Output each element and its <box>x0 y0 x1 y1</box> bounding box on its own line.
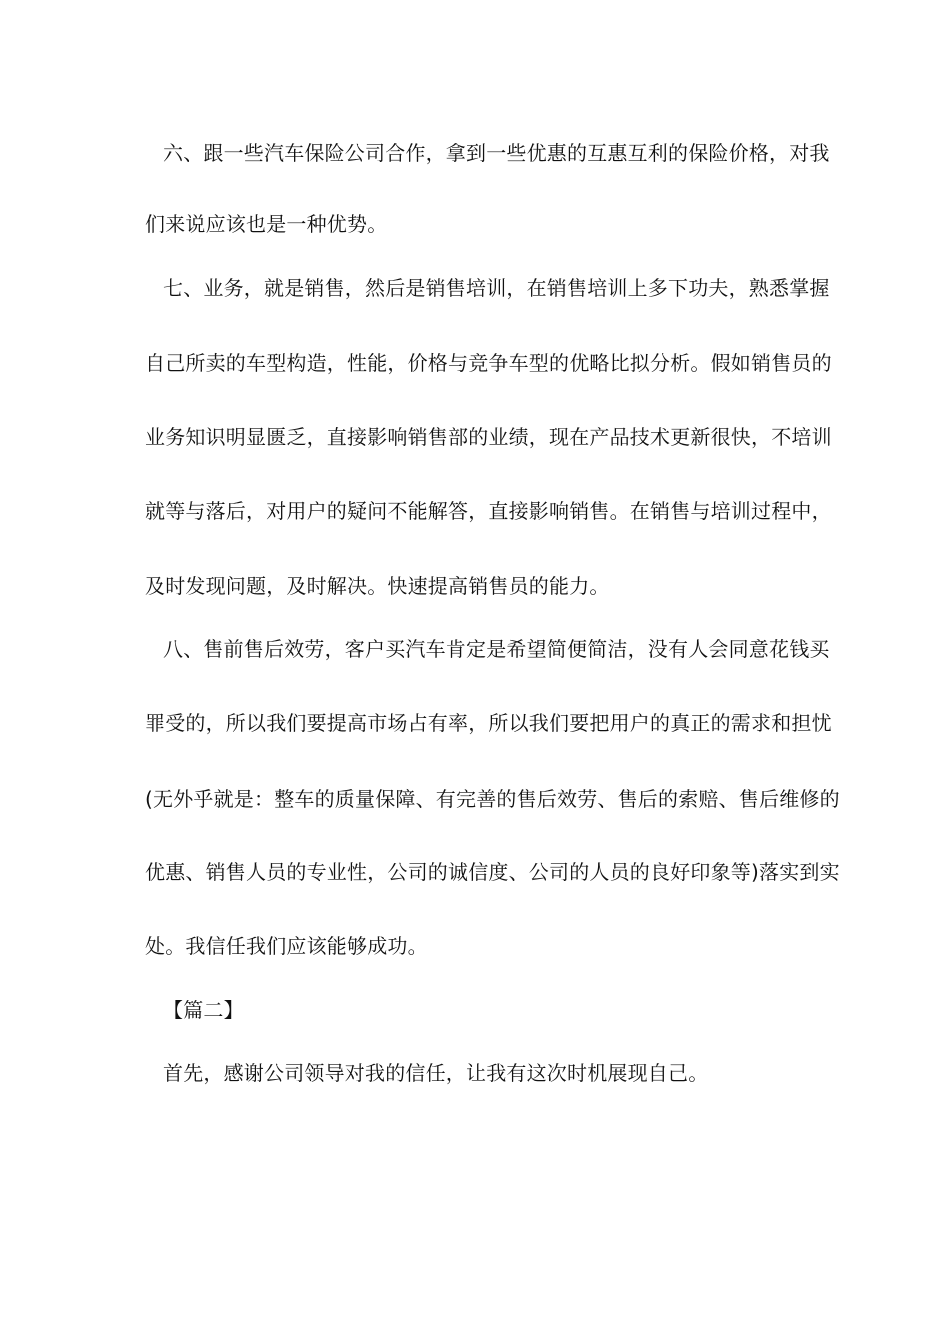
paragraph-7-line-3: 业务知识明显匮乏，直接影响销售部的业绩，现在产品技术更新很快，不培训 <box>145 425 832 449</box>
section-heading: 【篇二】 <box>163 998 244 1022</box>
paragraph-6-line-2: 们来说应该也是一种优势。 <box>145 212 388 236</box>
paragraph-8-line-5: 处。我信任我们应该能够成功。 <box>145 934 428 958</box>
paragraph-6-line-1: 六、跟一些汽车保险公司合作，拿到一些优惠的互惠互利的保险价格，对我 <box>163 141 830 165</box>
paragraph-8-line-3: (无外乎就是：整车的质量保障、有完善的售后效劳、售后的索赔、售后维修的 <box>145 787 840 811</box>
paragraph-7-line-4: 就等与落后，对用户的疑问不能解答，直接影响销售。在销售与培训过程中， <box>145 499 832 523</box>
paragraph-7-line-5: 及时发现问题，及时解决。快速提高销售员的能力。 <box>145 574 610 598</box>
paragraph-8-line-1: 八、售前售后效劳，客户买汽车肯定是希望简便简洁，没有人会同意花钱买 <box>163 637 830 661</box>
paragraph-7-line-1: 七、业务，就是销售，然后是销售培训，在销售培训上多下功夫，熟悉掌握 <box>163 276 830 300</box>
paragraph-8-line-4: 优惠、销售人员的专业性，公司的诚信度、公司的人员的良好印象等)落实到实 <box>145 860 840 884</box>
paragraph-intro: 首先，感谢公司领导对我的信任，让我有这次时机展现自己。 <box>163 1061 709 1085</box>
paragraph-7-line-2: 自己所卖的车型构造，性能，价格与竞争车型的优略比拟分析。假如销售员的 <box>145 351 832 375</box>
paragraph-8-line-2: 罪受的，所以我们要提高市场占有率，所以我们要把用户的真正的需求和担忧 <box>145 711 832 735</box>
